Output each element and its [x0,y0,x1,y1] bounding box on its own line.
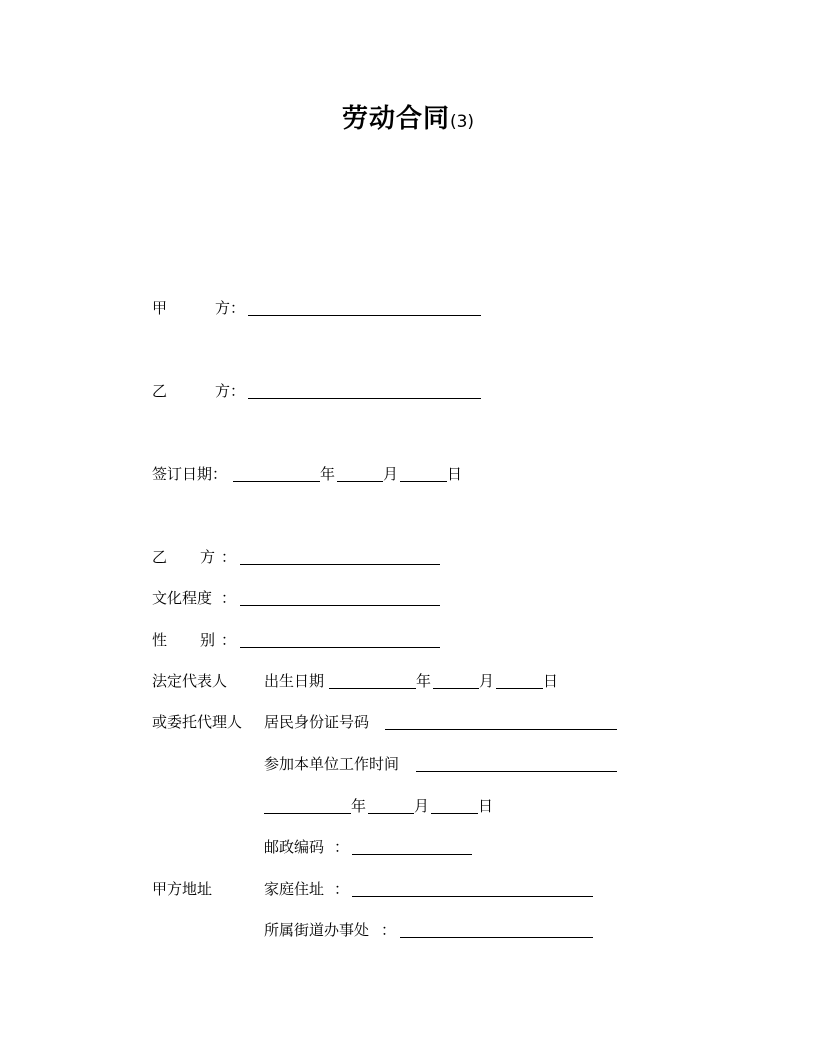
education-colon: ： [221,589,237,607]
work-month-field[interactable] [368,813,414,814]
form-party-b-label: 乙 [152,548,168,566]
sign-month-unit: 月 [383,465,399,483]
agent-label: 或委托代理人 [152,713,243,731]
title-sub: (3) [449,112,475,132]
id-number-label: 居民身份证号码 [264,713,370,731]
birth-date-label: 出生日期 [264,672,325,690]
sign-date-label: 签订日期： [152,465,228,483]
home-address-label: 家庭住址 [264,880,325,898]
postal-code-field[interactable] [352,854,472,855]
work-day-unit: 日 [478,797,494,815]
postal-code-label: 邮政编码 [264,838,325,856]
gender-colon: ： [221,631,237,649]
party-b-suffix: 方： [215,382,246,400]
sign-year-unit: 年 [320,465,336,483]
birth-year-unit: 年 [416,672,432,690]
gender-suffix: 别 [200,631,216,649]
street-office-field[interactable] [400,937,593,938]
birth-day-unit: 日 [543,672,559,690]
gender-field[interactable] [240,647,440,648]
page-title [0,98,816,135]
home-address-colon: ： [334,880,350,898]
birth-month-unit: 月 [479,672,495,690]
legal-rep-label: 法定代表人 [152,672,228,690]
home-address-field[interactable] [352,896,593,897]
sign-day-unit: 日 [447,465,463,483]
form-party-b-field[interactable] [240,564,440,565]
work-start-field[interactable] [416,771,617,772]
sign-month-field[interactable] [337,481,383,482]
birth-day-field[interactable] [496,688,543,689]
street-office-colon: ： [381,921,397,939]
party-a-label: 甲 [152,299,168,317]
form-party-b-suffix: 方 [200,548,216,566]
party-a-field[interactable] [248,315,481,316]
work-month-unit: 月 [414,797,430,815]
party-b-label: 乙 [152,382,168,400]
birth-month-field[interactable] [433,688,479,689]
postal-code-colon: ： [334,838,350,856]
work-start-label: 参加本单位工作时间 [264,755,400,773]
work-year-field[interactable] [264,813,351,814]
education-field[interactable] [240,605,440,606]
education-label: 文化程度 [152,589,213,607]
title-main: 劳动合同 [341,104,450,134]
street-office-label: 所属街道办事处 [264,921,370,939]
sign-year-field[interactable] [233,481,320,482]
party-b-field[interactable] [248,398,481,399]
sign-day-field[interactable] [400,481,447,482]
form-party-b-colon: ： [221,548,237,566]
party-a-suffix: 方： [215,299,246,317]
party-a-address-label: 甲方地址 [152,880,213,898]
work-year-unit: 年 [351,797,367,815]
work-day-field[interactable] [431,813,478,814]
gender-label: 性 [152,631,168,649]
birth-year-field[interactable] [329,688,416,689]
id-number-field[interactable] [385,729,617,730]
